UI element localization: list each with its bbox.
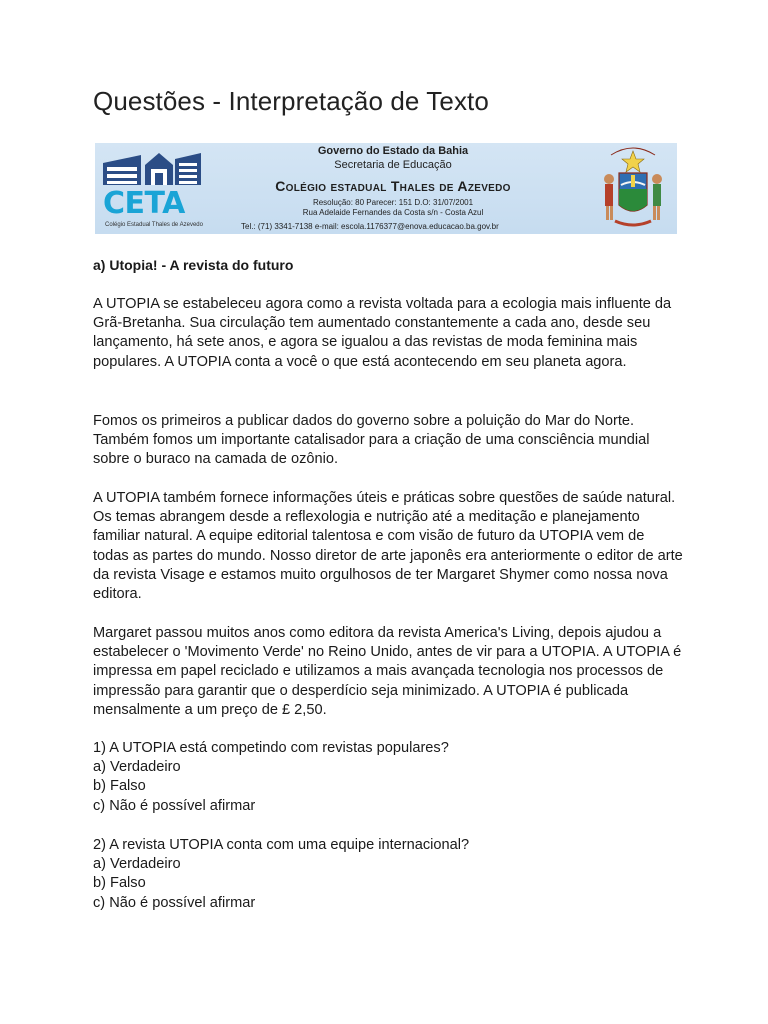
school-info	[243, 145, 543, 217]
question-1	[93, 739, 449, 816]
paragraph-3: A UTOPIA também fornece informações úteis e práticas sobre questões de saúde natural. Os temas abrangem desde a reflexologia e nutrição até a meditação e planejamento familiar natural. A equipe editorial talentosa e com visão de futuro da UTOPIA vem de todas as partes do mundo. Nosso diretor de arte japonês era anteriormente o editor de arte da revista Visage e estamos muito orgulhosos de ter Margaret Shymer como nossa nova editora.	[93, 490, 683, 603]
paragraph-4: Margaret passou muitos anos como editora da revista America's Living, depois ajudou a estabelecer o 'Movimento Verde' no Reino Unido, antes de vir para a UTOPIA. A UTOPIA é impressa em papel reciclado e utilizamos a mais avançada tecnologia nos processos de impressão para garantir que o desperdício seja minimizado. A UTOPIA é publicada mensalmente a um preço de £ 2,50.	[93, 625, 682, 718]
bahia-coat-of-arms-icon	[597, 145, 669, 233]
paragraph-2: Fomos os primeiros a publicar dados do governo sobre a poluição do Mar do Norte. Também fomos um importante catalisador para a criação de uma consciência mundial sobre o buraco na camada de ozônio.	[93, 413, 650, 468]
school-contact: Tel.: (71) 3341-7138 e-mail: escola.1176377@enova.educacao.ba.gov.br	[241, 222, 499, 231]
logo-wordmark: CETA	[103, 186, 185, 221]
answer-option-c: c) Não é possível afirmar	[93, 894, 256, 911]
answer-option-a: a) Verdadeiro	[93, 759, 181, 776]
question-2	[93, 836, 469, 913]
school-building-icon	[101, 149, 203, 189]
secretariat-name: Secretaria de Educação	[334, 159, 452, 171]
paragraph-1: A UTOPIA se estabeleceu agora como a revista voltada para a ecologia mais influente da Grã-Bretanha. Sua circulação tem aumentado constantemente a cada ano, desde seu lançamento, há sete anos, e agora se igualou a das revistas de moda feminina mais populares. A UTOPIA conta a você o que está acontecendo em seu planeta agora.	[93, 296, 672, 370]
school-resolution: Resolução: 80 Parecer: 151 D.O: 31/07/2001	[312, 198, 474, 207]
school-name: Colégio estadual Thales de Azevedo	[275, 178, 511, 194]
school-address: Rua Adelaide Fernandes da Costa s/n - Costa Azul	[302, 207, 484, 217]
page-title: Questões - Interpretação de Texto	[93, 86, 489, 116]
school-header-banner	[95, 143, 677, 234]
answer-option-b: b) Falso	[93, 778, 146, 795]
answer-option-b: b) Falso	[93, 875, 146, 892]
logo-subtitle: Colégio Estadual Thales de Azevedo	[105, 222, 203, 228]
school-logo	[99, 149, 205, 231]
section-heading: a) Utopia! - A revista do futuro	[93, 257, 294, 273]
question-text: 2) A revista UTOPIA conta com uma equipe internacional?	[93, 837, 470, 853]
government-name: Governo do Estado da Bahia	[317, 145, 469, 157]
answer-option-a: a) Verdadeiro	[93, 856, 181, 873]
answer-option-c: c) Não é possível afirmar	[93, 797, 256, 814]
question-text: 1) A UTOPIA está competindo com revistas populares?	[93, 740, 449, 756]
